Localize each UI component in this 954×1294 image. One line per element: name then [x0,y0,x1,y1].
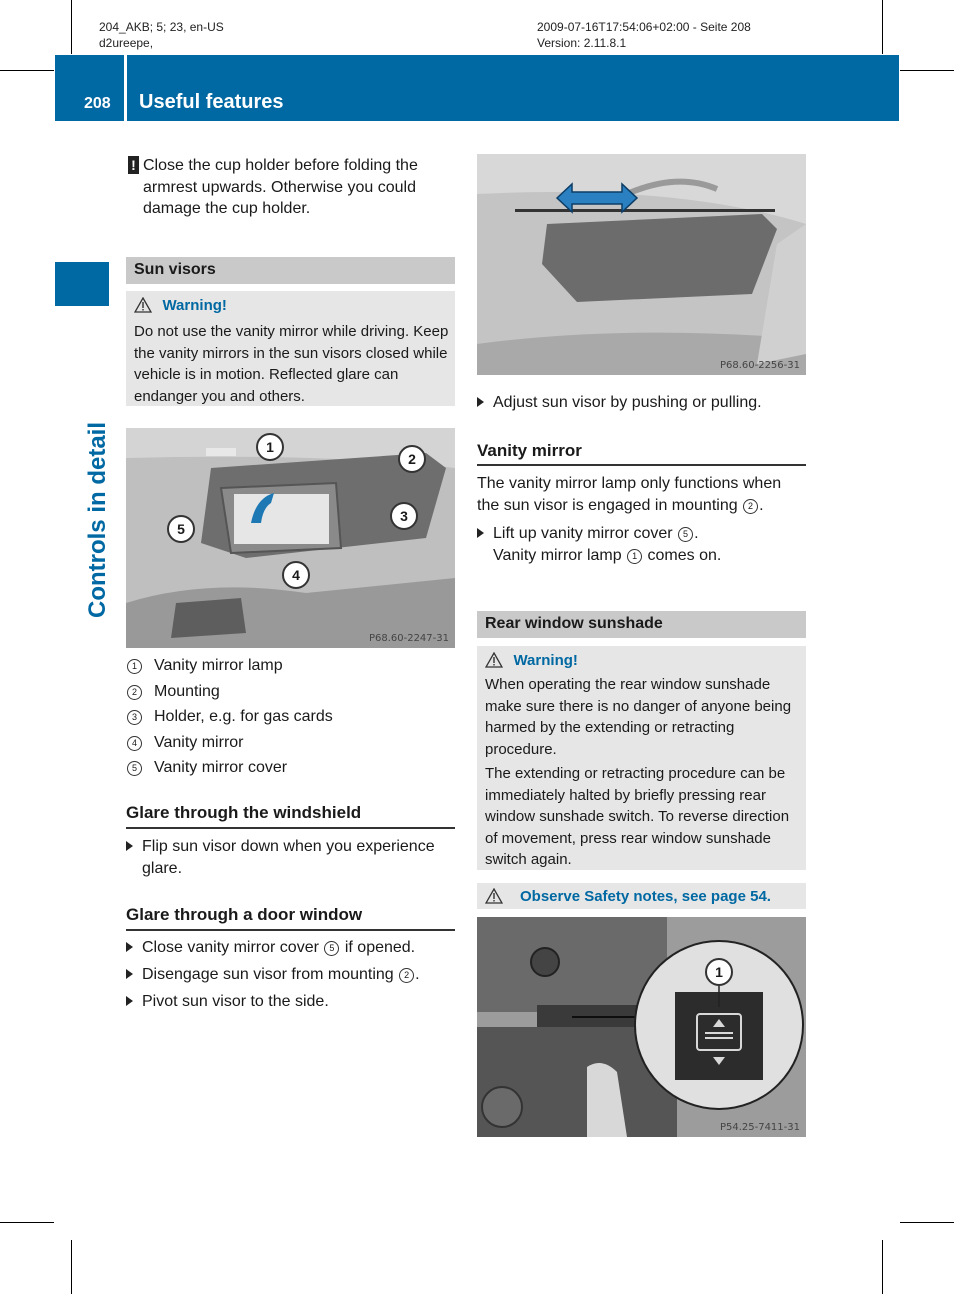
bullet-arrow-icon [126,969,133,979]
rule [477,464,806,466]
bullet-item [126,991,455,1013]
bullet-text: Adjust sun visor by pushing or pulling. [493,394,762,411]
crop-mark [0,70,54,71]
warning-label: Warning! [162,297,227,314]
crop-mark [71,1240,72,1294]
bullet-item [477,523,806,566]
print-meta-left [99,19,224,51]
sunshade-switch-photo [477,917,806,1137]
bullet-text: Flip sun visor down when you experience glare. [142,838,435,877]
number-circle: 2 [399,968,414,983]
note-text: Close the cup holder before folding the armrest upwards. Otherwise you could damage the cup holder. [143,157,418,217]
bullet-item [126,937,455,959]
bullet-arrow-icon [126,996,133,1006]
console-illustration [477,917,806,1137]
bullet-arrow-icon [126,841,133,851]
exclamation-icon: ! [128,156,139,174]
section-title: Sun visors [134,261,216,278]
warning-box [126,291,455,406]
subheading-vanity-mirror: Vanity mirror [477,441,582,460]
number-circle: 5 [324,941,339,956]
header-divider [124,55,127,121]
rule [126,929,455,931]
print-meta-right [537,19,751,51]
warning-triangle-icon [134,297,152,313]
crop-mark [882,0,883,54]
warning-triangle-icon [485,652,503,668]
number-circle: 1 [627,549,642,564]
legend-label: Vanity mirror lamp [154,657,283,674]
section-title: Rear window sunshade [485,615,663,632]
page-title: Useful features [139,91,284,113]
bullet-text: Pivot sun visor to the side. [142,993,329,1010]
image-reference: P68.60-2256-31 [719,360,800,371]
number-circle: 2 [127,685,142,700]
legend-item [126,732,244,753]
warning-header [485,652,578,670]
callout-4: 4 [282,561,310,589]
bullet-item [477,392,806,414]
bullet-arrow-icon [477,528,484,538]
image-reference: P68.60-2247-31 [368,633,449,644]
number-circle: 1 [127,659,142,674]
meta-line: 2009-07-16T17:54:06+02:00 - Seite 208 [537,20,751,34]
rule [126,827,455,829]
warning-text: The extending or retracting procedure can be immediately halted by briefly pressing rear window sunshade switch. To reverse direction of movement, press rear window sunshade switch again. [485,765,790,868]
callout-1: 1 [256,433,284,461]
callout-5: 5 [167,515,195,543]
warning-triangle-icon [485,888,503,904]
legend-label: Holder, e.g. for gas cards [154,708,333,725]
subheading-glare-windshield: Glare through the windshield [126,803,362,822]
number-circle: 4 [127,736,142,751]
bullet-item [126,836,455,879]
bullet-item [126,964,455,986]
side-tab [55,262,109,306]
meta-line: Version: 2.11.8.1 [537,36,627,50]
crop-mark [900,1222,954,1223]
safety-note-link[interactable]: Observe Safety notes, see page 54. [520,888,771,905]
meta-line: d2ureepe, [99,36,154,50]
meta-line: 204_AKB; 5; 23, en-US [99,20,224,34]
crop-mark [900,70,954,71]
callout-1: 1 [705,958,733,986]
legend-item [126,655,283,676]
bullet-text: Lift up vanity mirror cover 5 . Vanity mirror lamp 1 comes on. [493,525,722,564]
number-circle: 2 [743,499,758,514]
legend-label: Vanity mirror [154,734,244,751]
subheading-glare-door: Glare through a door window [126,905,363,924]
callout-2: 2 [398,445,426,473]
section-header-sun-visors [126,257,455,284]
warning-box [477,646,806,870]
legend-label: Mounting [154,683,220,700]
legend-item [126,706,333,727]
vanity-text: The vanity mirror lamp only functions when the sun visor is engaged in mounting 2 . [477,475,782,514]
section-header-rear-sunshade [477,611,806,638]
image-reference: P54.25-7411-31 [719,1122,800,1133]
legend-item [126,757,287,778]
bullet-arrow-icon [477,397,484,407]
bullet-arrow-icon [126,942,133,952]
number-circle: 5 [678,527,693,542]
side-tab-label: Controls in detail [84,421,111,619]
warning-text: When operating the rear window sunshade make sure there is no danger of anyone being harmed by the extending or retracting procedure. [485,676,792,758]
legend-item [126,681,220,702]
legend-label: Vanity mirror cover [154,759,288,776]
callout-3: 3 [390,502,418,530]
sun-visor-adjust-photo [477,154,806,375]
warning-header [134,297,227,315]
crop-mark [0,1222,54,1223]
page-number: 208 [84,95,111,112]
crop-mark [71,0,72,54]
number-circle: 3 [127,710,142,725]
sun-visor-adjust-illustration [477,154,806,375]
bullet-text: Close vanity mirror cover 5 if opened. [142,939,416,956]
number-circle: 5 [127,761,142,776]
bullet-text: Disengage sun visor from mounting 2 . [142,966,420,983]
warning-text: Do not use the vanity mirror while driving. Keep the vanity mirrors in the sun visors closed while vehicle is in motion. Reflected glare can endanger you and others. [134,323,449,405]
sun-visor-mirror-photo [126,428,455,648]
crop-mark [882,1240,883,1294]
safety-note-box [477,883,806,909]
cup-holder-note [126,155,456,220]
warning-label: Warning! [513,652,578,669]
